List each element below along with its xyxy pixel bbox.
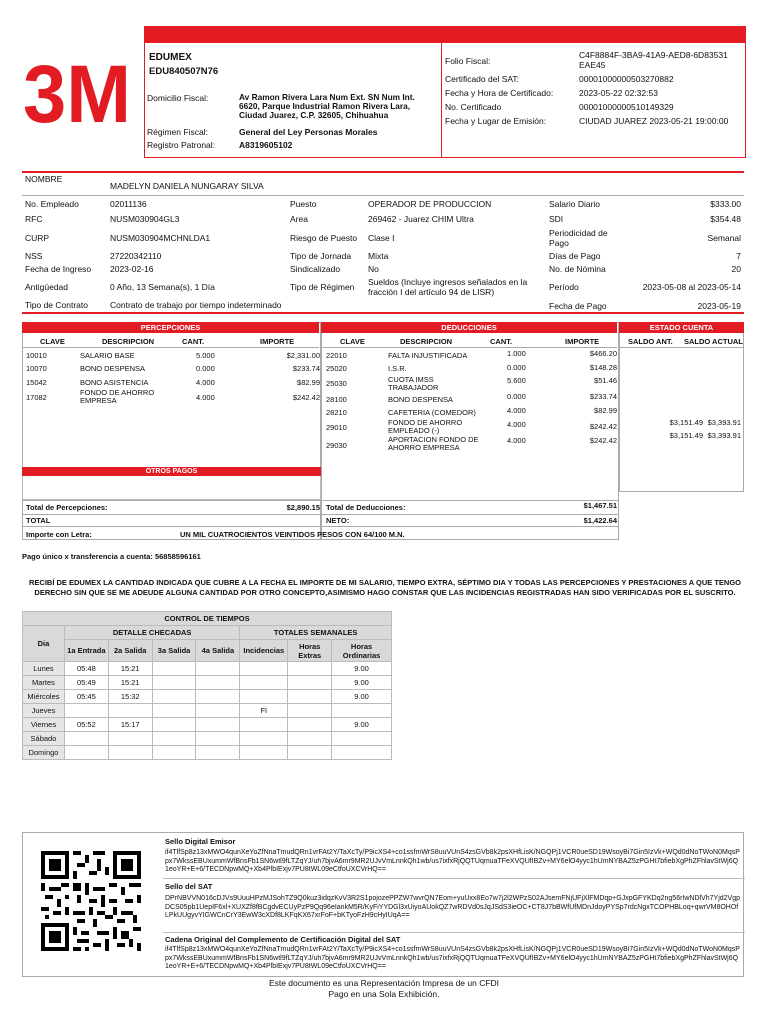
qr-code-icon <box>41 851 141 951</box>
tiempos-row <box>23 704 392 718</box>
perc-header-importe: IMPORTE <box>260 337 295 346</box>
perc-cant: 4.000 <box>196 393 215 402</box>
perc-header-cant: CANT. <box>182 337 205 346</box>
tiempos-row <box>23 718 392 732</box>
periodo-value: 2023-05-08 al 2023-05-14 <box>642 282 741 292</box>
tiempos-cell <box>332 746 392 760</box>
deducciones-title: DEDUCCIONES <box>321 322 617 333</box>
header-red-bar <box>145 27 745 43</box>
total-deducciones-value: $1,467.51 <box>583 501 617 510</box>
no-cert-value: 00001000000510149329 <box>579 102 674 112</box>
area-value: 269462 - Juarez CHIM Ultra <box>368 214 474 224</box>
tiempos-cell <box>288 704 332 718</box>
sello-emisor-value: if4TlfSp8z13xMWO4qunXeYoZfNnaTmudQRn1vrFAt2Y/TaXcTy/P9icXS4+co1ssfmWrS8uuVUnS4zsGVb8k2psXHfLisK/NGQPj1VCR0ueSD19WsoyBi7Gin5IzVk+WQd0dNoTWoN0MqsPpx7WkssEBUxummWfBnsFb1SN6wtl9fLTZqYJ/uh7bjvA6mr9MR2UJvVmLnnkQh1wb/us7ixfxRjQQTUqmuaTFeXVQUfIBZv+MY6elO4yyc1hUmNYBAZ5zPGHt7bfiebXgPhZFhlavStWj6Q1eoYR+E+6/TECDNpwMQ+Xb4PlbIExjv7PU8tWL09eCtfoUXCVrHQ== <box>165 849 740 873</box>
otros-pagos-title: OTROS PAGOS <box>22 467 321 476</box>
3m-logo <box>22 56 132 128</box>
importe-letra-label: Importe con Letra: <box>26 530 92 539</box>
fecha-emision-value: CIUDAD JUAREZ 2023-05-21 19:00:00 <box>579 116 729 126</box>
ec-saldo-actual: $3,393.91 <box>707 418 741 427</box>
fecha-cert-label: Fecha y Hora de Certificado: <box>445 88 554 98</box>
sello-emisor-label: Sello Digital Emisor <box>165 837 236 846</box>
rfc-label: RFC <box>25 214 43 224</box>
sello-sat-value: DPrNBVVN016cDJVs9UuuHPzMJSohTZ9Q0kuz3idqzKvV3R2S1pojozePPZW7wvrQN7Eom+yuUxx8Eo7w7j2l2WPzS02AJsemFNjUFjXlFMDqp+GJxpGFYKDq2ng56rIwNDlVh7Yjd2VgpDCS05pb1UepIF6xl+XUXZf8fBCgdvECUyPzP9Qq96eIankM5R/KyFiYYDGl3xUiyoAUokQZ7wRDVd0sJqJSdS3ieOC+CT8J7bBWfUfMDnJdoyPYSp7rdcNgxTCOPHBLoq+qwrVM8OHOfLPkUUgyvYIGWCnCrY3EwW3cXDf8LKFqKX67xrFoF+bKTyoFzH9cHyIUqA== <box>165 895 740 919</box>
tiempos-cell <box>288 746 332 760</box>
sindicalizado-label: Sindicalizado <box>290 264 341 274</box>
tiempos-cell <box>240 662 288 676</box>
tiempos-cell <box>240 676 288 690</box>
ded-importe: $242.42 <box>589 422 617 431</box>
curp-label: CURP <box>25 233 50 243</box>
tiempos-row <box>23 676 392 690</box>
tiempos-header-ordinarias: Horas Ordinarias <box>332 640 392 662</box>
ded-desc: CUOTA IMSS TRABAJADOR <box>388 375 439 392</box>
tiempos-cell: 9.00 <box>332 690 392 704</box>
ded-importe: $51.46 <box>594 376 617 385</box>
ded-header-importe: IMPORTE <box>565 337 600 346</box>
tiempos-dia: Jueves <box>23 704 65 718</box>
tiempos-cell <box>196 718 240 732</box>
tiempos-cell: 15:17 <box>108 718 152 732</box>
cert-sat-label: Certificado del SAT: <box>445 74 520 84</box>
riesgo-label: Riesgo de Puesto <box>290 233 358 243</box>
tiempos-cell <box>332 732 392 746</box>
sello-sat-label: Sello del SAT <box>165 882 213 891</box>
tiempos-cell <box>288 732 332 746</box>
jornada-label: Tipo de Jornada <box>290 251 352 261</box>
tipo-contrato-value: Contrato de trabajo por tiempo indeterminado <box>110 300 282 310</box>
ec-header-ant: SALDO ANT. <box>628 337 673 346</box>
salario-diario-label: Salario Diario <box>549 199 601 209</box>
percepciones-title: PERCEPCIONES <box>22 322 319 333</box>
domicilio-label: Domicilio Fiscal: <box>147 93 209 103</box>
ded-cant: 5.600 <box>507 376 526 385</box>
tipo-contrato-label: Tipo de Contrato <box>25 300 88 310</box>
registro-label: Registro Patronal: <box>147 140 216 150</box>
tiempos-cell <box>152 704 196 718</box>
tiempos-cell: 15:21 <box>108 676 152 690</box>
domicilio-value: Av Ramon Rivera Lara Num Ext. SN Num Int. 6620, Parque Industrial Ramon Rivera Lara, Ciudad Juarez, C.P. 32605, Chihuahua <box>239 92 415 120</box>
estado-cuenta-title: ESTADO CUENTA <box>619 322 744 333</box>
tiempos-title: CONTROL DE TIEMPOS <box>23 612 392 626</box>
periodicidad-value: Semanal <box>707 233 741 243</box>
ded-header-clave: CLAVE <box>340 337 365 346</box>
tiempos-cell <box>152 718 196 732</box>
tiempos-cell <box>152 732 196 746</box>
cadena-original-value: if4TlfSp8z13xMWO4qunXeYoZfNnaTmudQRn1vrFAt2Y/TaXcTy/P9icXS4+co1ssfmWrS8uuVUnS4zsGVb8k2psXHfLisK/NGQPj1VCR0ueSD19WsoyBi7Gin5IzVk+WQd0dNoTWoN0MqsPpx7WkssEBUxummWfBnsFb1SN6wtl9fLTZqYJ/uh7bjvA6mr9MR2UJvVmLnnkQh1wb/us7ixfxRjQQTUqmuaTFeXVQUfIBZv+MY6elO4yyc1hUmNYBAZ5zPGHt7bfiebXgPhZFhlavStWj6Q1eoYR+E+6/TECDNpwMQ+Xb4PlbIExjv7PU8tWL09eCtfoUXCVrHQ== <box>165 946 740 970</box>
tipo-regimen-value: Sueldos (Incluye ingresos señalados en la fracción I del artículo 94 de LISR) <box>368 277 528 297</box>
tiempos-cell <box>288 676 332 690</box>
no-nomina-label: No. de Nómina <box>549 264 606 274</box>
neto-label: NETO: <box>326 516 350 525</box>
tiempos-cell <box>196 662 240 676</box>
tiempos-cell <box>152 662 196 676</box>
fecha-pago-label: Fecha de Pago <box>549 301 607 311</box>
header-box <box>144 26 746 158</box>
ded-cant: 4.000 <box>507 436 526 445</box>
tiempos-cell <box>288 718 332 732</box>
antiguedad-value: 0 Año, 13 Semana(s), 1 Día <box>110 282 215 292</box>
ded-importe: $148.28 <box>589 363 617 372</box>
perc-importe: $82.99 <box>297 378 320 387</box>
ded-clave: 29030 <box>326 441 347 450</box>
perc-cant: 5.000 <box>196 351 215 360</box>
tiempos-header-4a: 4a Salida <box>196 640 240 662</box>
perc-header-clave: CLAVE <box>40 337 65 346</box>
ded-importe: $466.20 <box>589 349 617 358</box>
tiempos-cell: 05:49 <box>64 676 108 690</box>
tiempos-cell <box>152 690 196 704</box>
tiempos-cell: 15:21 <box>108 662 152 676</box>
tiempos-cell: 9.00 <box>332 662 392 676</box>
tiempos-cell <box>196 732 240 746</box>
periodo-label: Período <box>549 282 579 292</box>
tiempos-header-dia: Dia <box>23 626 65 662</box>
importe-letra-value: UN MIL CUATROCIENTOS VEINTIDOS PESOS CON 64/100 M.N. <box>180 530 405 539</box>
nss-value: 27220342110 <box>110 251 162 261</box>
fecha-ingreso-label: Fecha de Ingreso <box>25 264 92 274</box>
tiempos-cell <box>196 690 240 704</box>
tiempos-cell: 9.00 <box>332 676 392 690</box>
tiempos-cell <box>108 732 152 746</box>
ded-header-descripcion: DESCRIPCION <box>400 337 453 346</box>
perc-clave: 15042 <box>26 378 47 387</box>
total-percepciones-label: Total de Percepciones: <box>26 503 108 512</box>
salario-diario-value: $333.00 <box>710 199 741 209</box>
puesto-value: OPERADOR DE PRODUCCION <box>368 199 492 209</box>
ded-clave: 28210 <box>326 408 347 417</box>
nombre-value: MADELYN DANIELA NUNGARAY SILVA <box>110 181 264 191</box>
ded-importe: $233.74 <box>589 392 617 401</box>
ded-desc: FALTA INJUSTIFICADA <box>388 351 468 360</box>
tiempos-cell <box>64 704 108 718</box>
jornada-value: Mixta <box>368 251 389 261</box>
recibi-statement: RECIBÍ DE EDUMEX LA CANTIDAD INDICADA QUE CUBRE A LA FECHA EL IMPORTE DE MI SALARIO, TIEMPO EXTRA, SÉPTIMO DIA Y TODAS LAS PERCEPCIONES Y PRESTACIONES A QUE TENGO DERECHO SIN QUE SE ME ADEUDE ALGUNA CANTIDAD POR OTRO CONCEPTO,ASIMISMO HAGO CONSTAR QUE LAS INCIDENCIAS REGISTRADAS HAN SIDO VERIFICADAS POR EL SUSCRITO. <box>28 578 741 597</box>
tiempos-cell <box>196 704 240 718</box>
ded-desc: BONO DESPENSA <box>388 395 454 404</box>
perc-importe: $2,331.00 <box>286 351 320 360</box>
fecha-pago-value: 2023-05-19 <box>697 301 741 311</box>
tiempos-header-incidencias: Incidencias <box>240 640 288 662</box>
registro-value: A8319605102 <box>239 140 293 150</box>
perc-clave: 17082 <box>26 393 47 402</box>
ded-desc: I.S.R. <box>388 364 407 373</box>
company-name: EDUMEX <box>149 52 192 63</box>
ded-desc: APORTACION FONDO DE AHORRO EMPRESA <box>388 435 479 452</box>
ded-header-cant: CANT. <box>490 337 513 346</box>
tiempos-cell <box>240 746 288 760</box>
cadena-original-label: Cadena Original del Complemento de Certificación Digital del SAT <box>165 935 401 944</box>
ded-cant: 4.000 <box>507 406 526 415</box>
tiempos-row <box>23 746 392 760</box>
ded-cant: 1.000 <box>507 349 526 358</box>
riesgo-value: Clase I <box>368 233 395 243</box>
ded-clave: 28100 <box>326 395 347 404</box>
perc-desc: SALARIO BASE <box>80 351 135 360</box>
tiempos-cell: 15:32 <box>108 690 152 704</box>
tiempos-dia: Martes <box>23 676 65 690</box>
tiempos-cell: 05:48 <box>64 662 108 676</box>
curp-value: NUSM030904MCHNLDA1 <box>110 233 211 243</box>
control-tiempos-table <box>22 611 392 760</box>
tiempos-cell: 9.00 <box>332 718 392 732</box>
ded-clave: 29010 <box>326 423 347 432</box>
dias-pago-value: 7 <box>736 251 741 261</box>
no-empleado-label: No. Empleado <box>25 199 79 209</box>
perc-cant: 0.000 <box>196 364 215 373</box>
tiempos-cell <box>332 704 392 718</box>
fecha-cert-value: 2023-05-22 02:32:53 <box>579 88 658 98</box>
perc-desc: FONDO DE AHORRO EMPRESA <box>80 388 155 405</box>
tiempos-dia: Sábado <box>23 732 65 746</box>
perc-header-descripcion: DESCRIPCION <box>102 337 155 346</box>
tiempos-cell <box>196 746 240 760</box>
ded-importe: $242.42 <box>589 436 617 445</box>
tiempos-cell <box>196 676 240 690</box>
ded-clave: 25030 <box>326 379 347 388</box>
tiempos-row <box>23 662 392 676</box>
perc-importe: $233.74 <box>292 364 320 373</box>
cert-sat-value: 00001000000503270882 <box>579 74 674 84</box>
tiempos-cell <box>240 690 288 704</box>
tiempos-group-totales: TOTALES SEMANALES <box>240 626 392 640</box>
no-nomina-value: 20 <box>731 264 741 274</box>
no-cert-label: No. Certificado <box>445 102 502 112</box>
folio-value: C4F8884F-3BA9-41A9-AED8-6D83531EAE45 <box>579 50 728 70</box>
tiempos-cell <box>288 690 332 704</box>
ec-saldo-ant: $3,151.49 <box>669 431 703 440</box>
sdi-value: $354.48 <box>710 214 741 224</box>
ded-cant: 4.000 <box>507 420 526 429</box>
nombre-label: NOMBRE <box>25 174 63 184</box>
ded-desc: CAFETERIA (COMEDOR) <box>388 408 476 417</box>
area-label: Area <box>290 214 308 224</box>
perc-clave: 10070 <box>26 364 47 373</box>
total-percepciones-value: $2,890.15 <box>286 503 320 512</box>
ded-importe: $82.99 <box>594 406 617 415</box>
tiempos-cell <box>152 746 196 760</box>
ec-saldo-actual: $3,393.91 <box>707 431 741 440</box>
neto-value: $1,422.64 <box>583 516 617 525</box>
tiempos-header-3a: 3a Salida <box>152 640 196 662</box>
perc-desc: BONO DESPENSA <box>80 364 146 373</box>
tiempos-cell: FI <box>240 704 288 718</box>
tiempos-group-detalle: DETALLE CHECADAS <box>64 626 239 640</box>
tiempos-cell <box>240 732 288 746</box>
tipo-regimen-label: Tipo de Régimen <box>290 282 355 292</box>
tiempos-dia: Viernes <box>23 718 65 732</box>
ded-clave: 22010 <box>326 351 347 360</box>
sindicalizado-value: No <box>368 264 379 274</box>
nomina-table <box>22 322 744 540</box>
fecha-ingreso-value: 2023-02-16 <box>110 264 154 274</box>
dias-pago-label: Días de Pago <box>549 251 601 261</box>
ded-cant: 0.000 <box>507 392 526 401</box>
ded-cant: 0.000 <box>507 363 526 372</box>
pago-unico: Pago único x transferencia a cuenta: 56858596161 <box>22 552 201 561</box>
tiempos-cell <box>108 746 152 760</box>
tiempos-dia: Domingo <box>23 746 65 760</box>
tiempos-cell <box>108 704 152 718</box>
no-empleado-value: 02011136 <box>110 199 147 209</box>
ded-clave: 25020 <box>326 364 347 373</box>
footer-line-2: Pago en una Sola Exhibición. <box>328 989 440 999</box>
perc-cant: 4.000 <box>196 378 215 387</box>
nss-label: NSS <box>25 251 43 261</box>
ded-desc: FONDO DE AHORRO EMPLEADO (-) <box>388 418 463 435</box>
tiempos-cell: 05:52 <box>64 718 108 732</box>
antiguedad-label: Antigüedad <box>25 282 69 292</box>
total-label: TOTAL <box>26 516 51 525</box>
ec-header-actual: SALDO ACTUAL <box>684 337 743 346</box>
tiempos-dia: Lunes <box>23 662 65 676</box>
footer <box>0 978 768 1000</box>
ec-saldo-ant: $3,151.49 <box>669 418 703 427</box>
footer-line-1: Este documento es una Representación Impresa de un CFDI <box>268 978 500 988</box>
tiempos-cell <box>288 662 332 676</box>
regimen-label: Régimen Fiscal: <box>147 127 208 137</box>
periodicidad-label: Periodicidad de Pago <box>549 228 608 248</box>
rfc-value: NUSM030904GL3 <box>110 214 180 224</box>
perc-importe: $242.42 <box>292 393 320 402</box>
tiempos-cell <box>64 746 108 760</box>
sdi-label: SDI <box>549 214 564 224</box>
fecha-emision-label: Fecha y Lugar de Emisión: <box>445 116 547 126</box>
tiempos-cell <box>152 676 196 690</box>
logo-text: 3M <box>23 56 131 128</box>
folio-label: Folio Fiscal: <box>445 56 491 66</box>
regimen-value: General del Ley Personas Morales <box>239 127 378 137</box>
tiempos-header-1a: 1a Entrada <box>64 640 108 662</box>
tiempos-dia: Miércoles <box>23 690 65 704</box>
sat-stamp-box <box>22 832 744 977</box>
tiempos-cell: 05:45 <box>64 690 108 704</box>
perc-clave: 10010 <box>26 351 47 360</box>
tiempos-header-2a: 2a Salida <box>108 640 152 662</box>
puesto-label: Puesto <box>290 199 317 209</box>
tiempos-row <box>23 732 392 746</box>
tiempos-header-extras: Horas Extras <box>288 640 332 662</box>
perc-desc: BONO ASISTENCIA <box>80 378 149 387</box>
total-deducciones-label: Total de Deducciones: <box>326 503 406 512</box>
tiempos-row <box>23 690 392 704</box>
company-rfc: EDU840507N76 <box>149 66 219 77</box>
tiempos-cell <box>64 732 108 746</box>
tiempos-cell <box>240 718 288 732</box>
